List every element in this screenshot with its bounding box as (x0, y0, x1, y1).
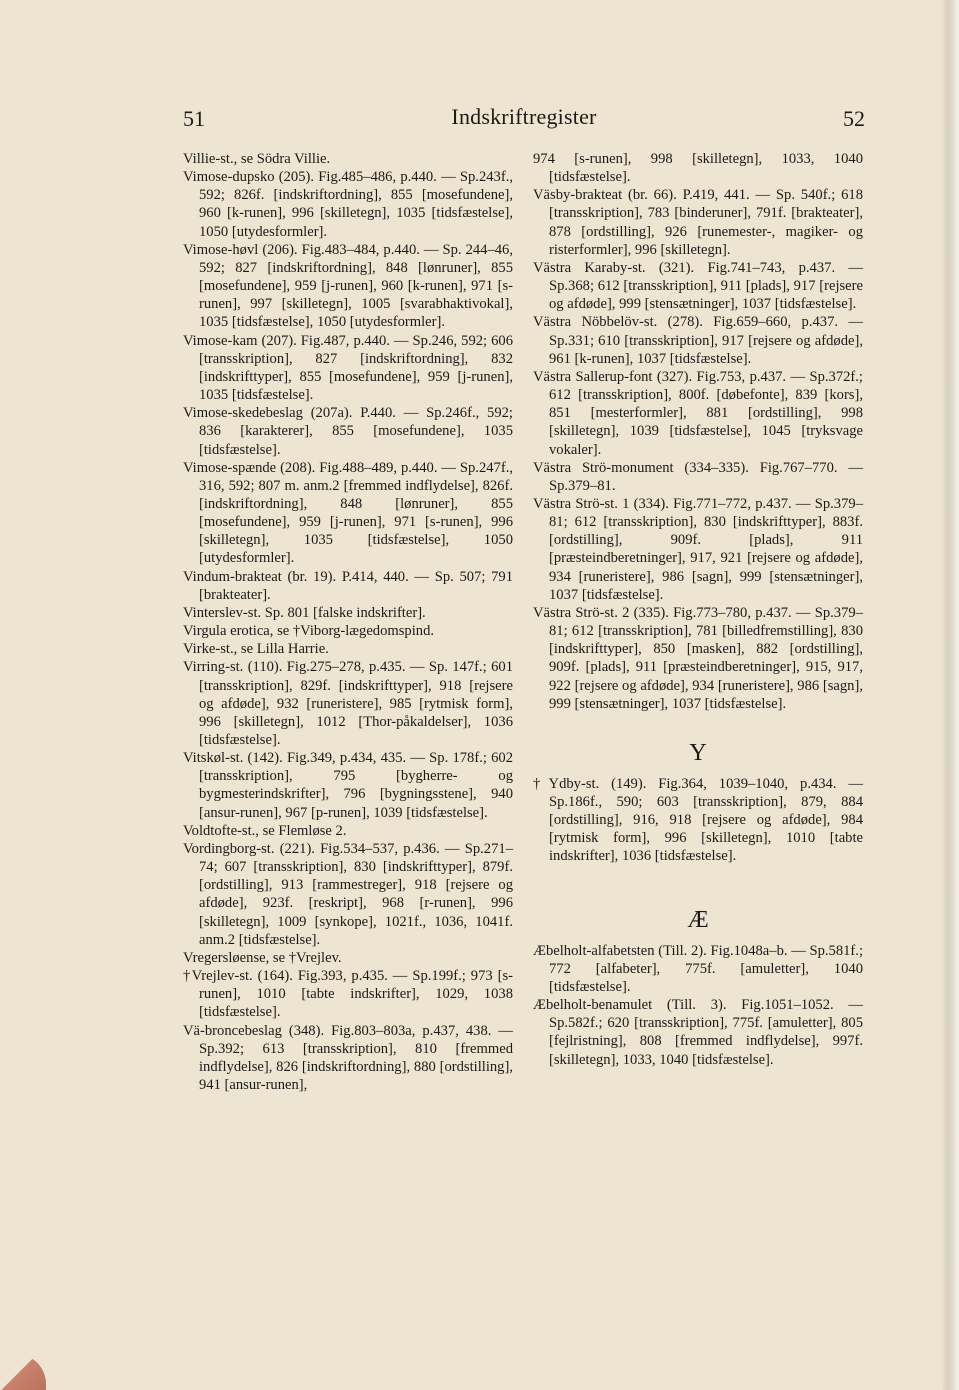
index-entry: Voldtofte-st., se Flemløse 2. (183, 822, 347, 839)
index-entry: Vimose-dupsko (205). Fig.485–486, p.440. — Sp.243f., 592; 826f. [indskriftordning], 855 [mosefundene], 960 [k-runen], 996 [skilletegn], 1035 [tidsfæstelse], 1050 [utydesformler]. (183, 169, 513, 240)
corner-stain (0, 1354, 46, 1390)
index-entry: Vregersløense, se †Vrejlev. (183, 949, 342, 966)
index-entry: Västra Sallerup-font (327). Fig.753, p.437. — Sp.372f.; 612 [transskription], 800f. [døbefonte], 839 [kors], 851 [mesterformler], 881 [ordstilling], 998 [skilletegn], 1039 [tidsfæstelse], 1045 [tryksvage vokaler]. (533, 368, 863, 458)
index-entry: Västra Strö-st. 1 (334). Fig.771–772, p.437. — Sp.379–81; 612 [transskription], 830 [indskrifttyper], 883f. [ordstilling], 909f. [plads], 911 [præsteindberetninger], 917, 921 [rejsere og afdøde], 934 [runeristere], 986 [sagn], 999 [stensætninger], 1037 [tidsfæstelse]. (533, 495, 863, 603)
index-entry: Vinterslev-st. Sp. 801 [falske indskrifter]. (183, 604, 426, 621)
index-entry: Vimose-kam (207). Fig.487, p.440. — Sp.246, 592; 606 [transskription], 827 [indskriftordning], 832 [indskrifttyper], 855 [mosefundene], 959 [j-runen], 1035 [tidsfæstelse]. (183, 332, 513, 404)
index-entry: Virring-st. (110). Fig.275–278, p.435. — Sp. 147f.; 601 [transskription], 829f. [indskrifttyper], 918 [rejsere og afdøde], 932 [runeristere], 985 [rytmisk form], 996 [skilletegn], 1012 [Thor-påkaldelser], 1036 [tidsfæstelse]. (183, 659, 513, 748)
index-entry: Æbelholt-alfabetsten (Till. 2). Fig.1048a–b. — Sp.581f.; 772 [alfabeter], 775f. [amuletter], 1040 [tidsfæstelse]. (533, 942, 863, 995)
index-entry: Västra Karaby-st. (321). Fig.741–743, p.437. — Sp.368; 612 [transskription], 911 [plads], 917 [rejsere og afdøde], 999 [stensætninger], 1037 [tidsfæstelse]. (533, 259, 863, 313)
section-heading-ae: Æ (687, 906, 709, 933)
page-edge (941, 0, 959, 1390)
index-entry: Virgula erotica, se †Viborg-lægedomspind. (183, 623, 435, 640)
section-heading-y: Y (689, 739, 707, 766)
index-entry: Villie-st., se Södra Villie. (183, 151, 331, 167)
index-entry: Æbelholt-benamulet (Till. 3). Fig.1051–1052. — Sp.582f.; 620 [transskription], 775f. [amuletter], 805 [fejlristning], 808 [fremmed indflydelse], 997f. [skilletegn], 1033, 1040 [tidsfæstelse]. (533, 997, 863, 1068)
page-title: Indskriftregister (451, 104, 597, 129)
index-entry: Virke-st., se Lilla Harrie. (183, 641, 329, 658)
index-entry: Vindum-brakteat (br. 19). P.414, 440. — Sp. 507; 791 [brakteater]. (183, 568, 513, 603)
index-entry: Vitskøl-st. (142). Fig.349, p.434, 435. — Sp. 178f.; 602 [transskription], 795 [bygherre- og bygmesterindskrifter], 796 [bygningsstene], 940 [ansur-runen], 967 [p-runen], 1039 [tidsfæstelse]. (183, 750, 513, 821)
index-entry: Västra Strö-st. 2 (335). Fig.773–780, p.437. — Sp.379–81; 612 [transskription], 781 [billedfremstilling], 830 [indskrifttyper], 850 [masken], 882 [ordstilling], 909f. [plads], 911 [præsteindberetninger], 915, 917, 922 [rejsere og afdøde], 934 [runeristere], 986 [sagn], 999 [stensætninger], 1037 [tidsfæstelse]. (533, 604, 863, 712)
page-number-right: 52 (843, 106, 865, 131)
index-entry: Västra Nöbbelöv-st. (278). Fig.659–660, p.437. — Sp.331; 610 [transskription], 917 [rejsere og afdøde], 961 [k-runen], 1037 [tidsfæstelse]. (533, 314, 863, 367)
index-entry: †Ydby-st. (149). Fig.364, 1039–1040, p.434. — Sp.186f., 590; 603 [transskription], 879, 884 [ordstilling], 916, 918 [rejsere og afdøde], 984 [rytmisk form], 996 [skilletegn], 1010 [tabte indskrifter], 1036 [tidsfæstelse]. (533, 775, 863, 865)
running-header (183, 104, 865, 138)
index-entry: Vimose-spænde (208). Fig.488–489, p.440. — Sp.247f., 316, 592; 807 m. anm.2 [fremmed indflydelse], 826f. [indskriftordning], 848 [lønruner], 855 [mosefundene], 959 [j-runen], 971 [s-runen], 996 [skilletegn], 1035 [tidsfæstelse], 1050 [utydesformler]. (183, 459, 513, 567)
index-entry: Västra Strö-monument (334–335). Fig.767–770. — Sp.379–81. (533, 459, 863, 494)
index-entry: Väsby-brakteat (br. 66). P.419, 441. — Sp. 540f.; 618 [transskription], 783 [binderuner], 791f. [brakteater], 878 [ordstilling], 926 [runemester-, magiker- og risterformler], 996 [skilletegn]. (533, 187, 863, 258)
right-column (533, 150, 863, 1069)
page-number-left: 51 (183, 106, 205, 131)
index-entry: Vimose-høvl (206). Fig.483–484, p.440. — Sp. 244–46, 592; 827 [indskriftordning], 848 [lønruner], 855 [mosefundene], 959 [j-runen], 960 [k-runen], 971 [s-runen], 997 [skilletegn], 1005 [svarabhaktivokal], 1035 [tidsfæstelse], 1050 [utydesformler]. (183, 241, 513, 331)
index-entry: Vimose-skedebeslag (207a). P.440. — Sp.246f., 592; 836 [karakterer], 855 [mosefundene], 1035 [tidsfæstelse]. (183, 405, 513, 458)
index-entry: Vä-broncebeslag (348). Fig.803–803a, p.437, 438. — Sp.392; 613 [transskription], 810 [fremmed indflydelse], 826 [indskriftordning], 880 [ordstilling], 941 [ansur-runen], (183, 1022, 513, 1093)
index-entry: †Vrejlev-st. (164). Fig.393, p.435. — Sp.199f.; 973 [s-runen], 1010 [tabte indskrifter], 1029, 1038 [tidsfæstelse]. (183, 968, 513, 1021)
index-entry: Vordingborg-st. (221). Fig.534–537, p.436. — Sp.271–74; 607 [transskription], 830 [indskrifttyper], 879f. [ordstilling], 913 [rammestreger], 918 [rejsere og afdøde], 923f. [reskript], 968 [r-runen], 996 [skilletegn], 1009 [synkope], 1021f., 1036, 1041f. anm.2 [tidsfæstelse]. (183, 840, 513, 948)
index-entry: 974 [s-runen], 998 [skilletegn], 1033, 1040 [tidsfæstelse]. (533, 151, 863, 186)
left-column (183, 150, 513, 1094)
